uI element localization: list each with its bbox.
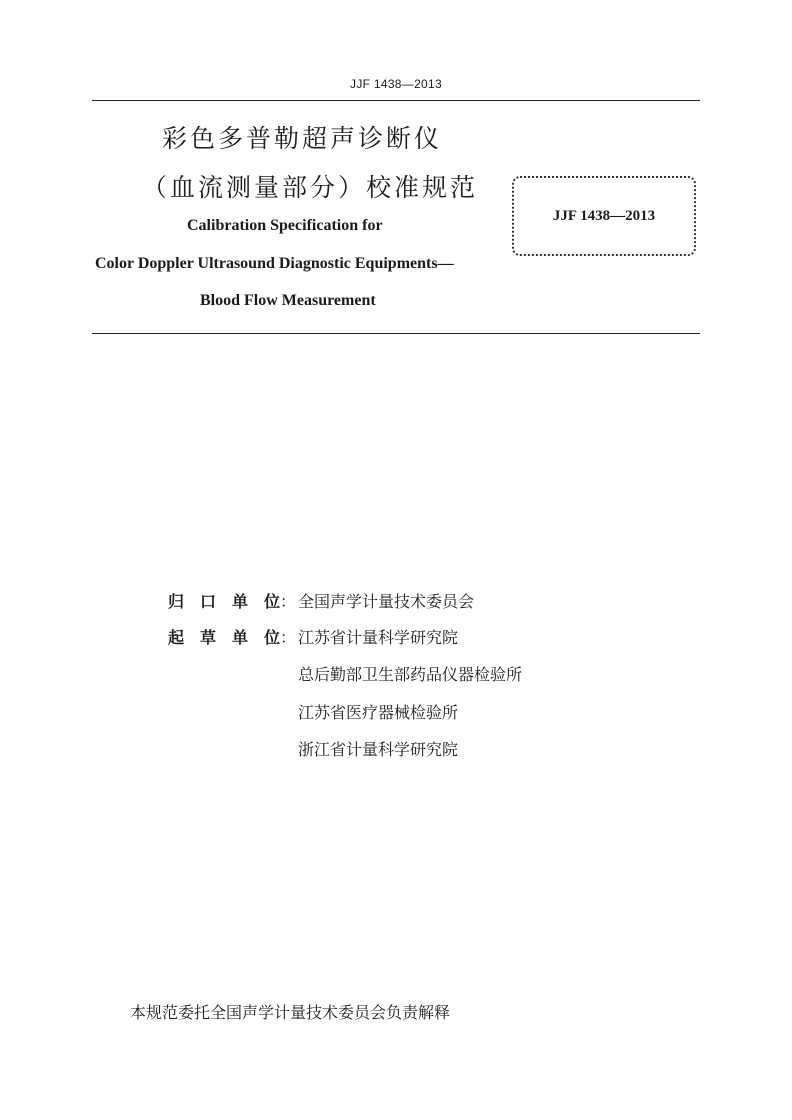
responsible-label-char: 单 xyxy=(232,592,249,611)
drafting-label-char: 位 xyxy=(264,628,281,647)
drafting-unit-value: 江苏省医疗器械检验所 xyxy=(298,703,459,722)
drafting-unit-value: 总后勤部卫生部药品仪器检验所 xyxy=(298,665,523,684)
drafting-label-char: 草 xyxy=(200,628,217,647)
drafting-unit-value: 江苏省计量科学研究院 xyxy=(298,628,459,647)
title-divider xyxy=(92,333,700,334)
drafting-unit-label xyxy=(168,625,296,648)
title-english-line-3: Blood Flow Measurement xyxy=(200,292,376,309)
stamp-code: JJF 1438—2013 xyxy=(552,207,656,224)
drafting-label-char: 单 xyxy=(232,628,249,647)
responsible-label-char: 归 xyxy=(168,592,185,611)
responsible-unit-value: 全国声学计量技术委员会 xyxy=(298,592,475,611)
header-standard-code: JJF 1438—2013 xyxy=(350,77,442,91)
title-chinese-line-2: （血流测量部分）校准规范 xyxy=(142,173,479,202)
responsible-label-char: 位 xyxy=(264,592,281,611)
title-chinese-line-1: 彩色多普勒超声诊断仪 xyxy=(162,124,443,153)
drafting-label-colon: ： xyxy=(280,628,297,647)
interpretation-note: 本规范委托全国声学计量技术委员会负责解释 xyxy=(130,1003,451,1022)
title-english-line-1: Calibration Specification for xyxy=(187,217,383,234)
responsible-label-char: 口 xyxy=(200,592,217,611)
responsible-unit-label xyxy=(168,589,296,612)
standard-code-stamp xyxy=(512,176,696,256)
drafting-unit-value: 浙江省计量科学研究院 xyxy=(298,740,459,759)
title-english-line-2: Color Doppler Ultrasound Diagnostic Equipments— xyxy=(95,255,454,272)
responsible-label-colon: ： xyxy=(280,592,297,611)
header-divider xyxy=(92,100,700,101)
drafting-label-char: 起 xyxy=(168,628,185,647)
